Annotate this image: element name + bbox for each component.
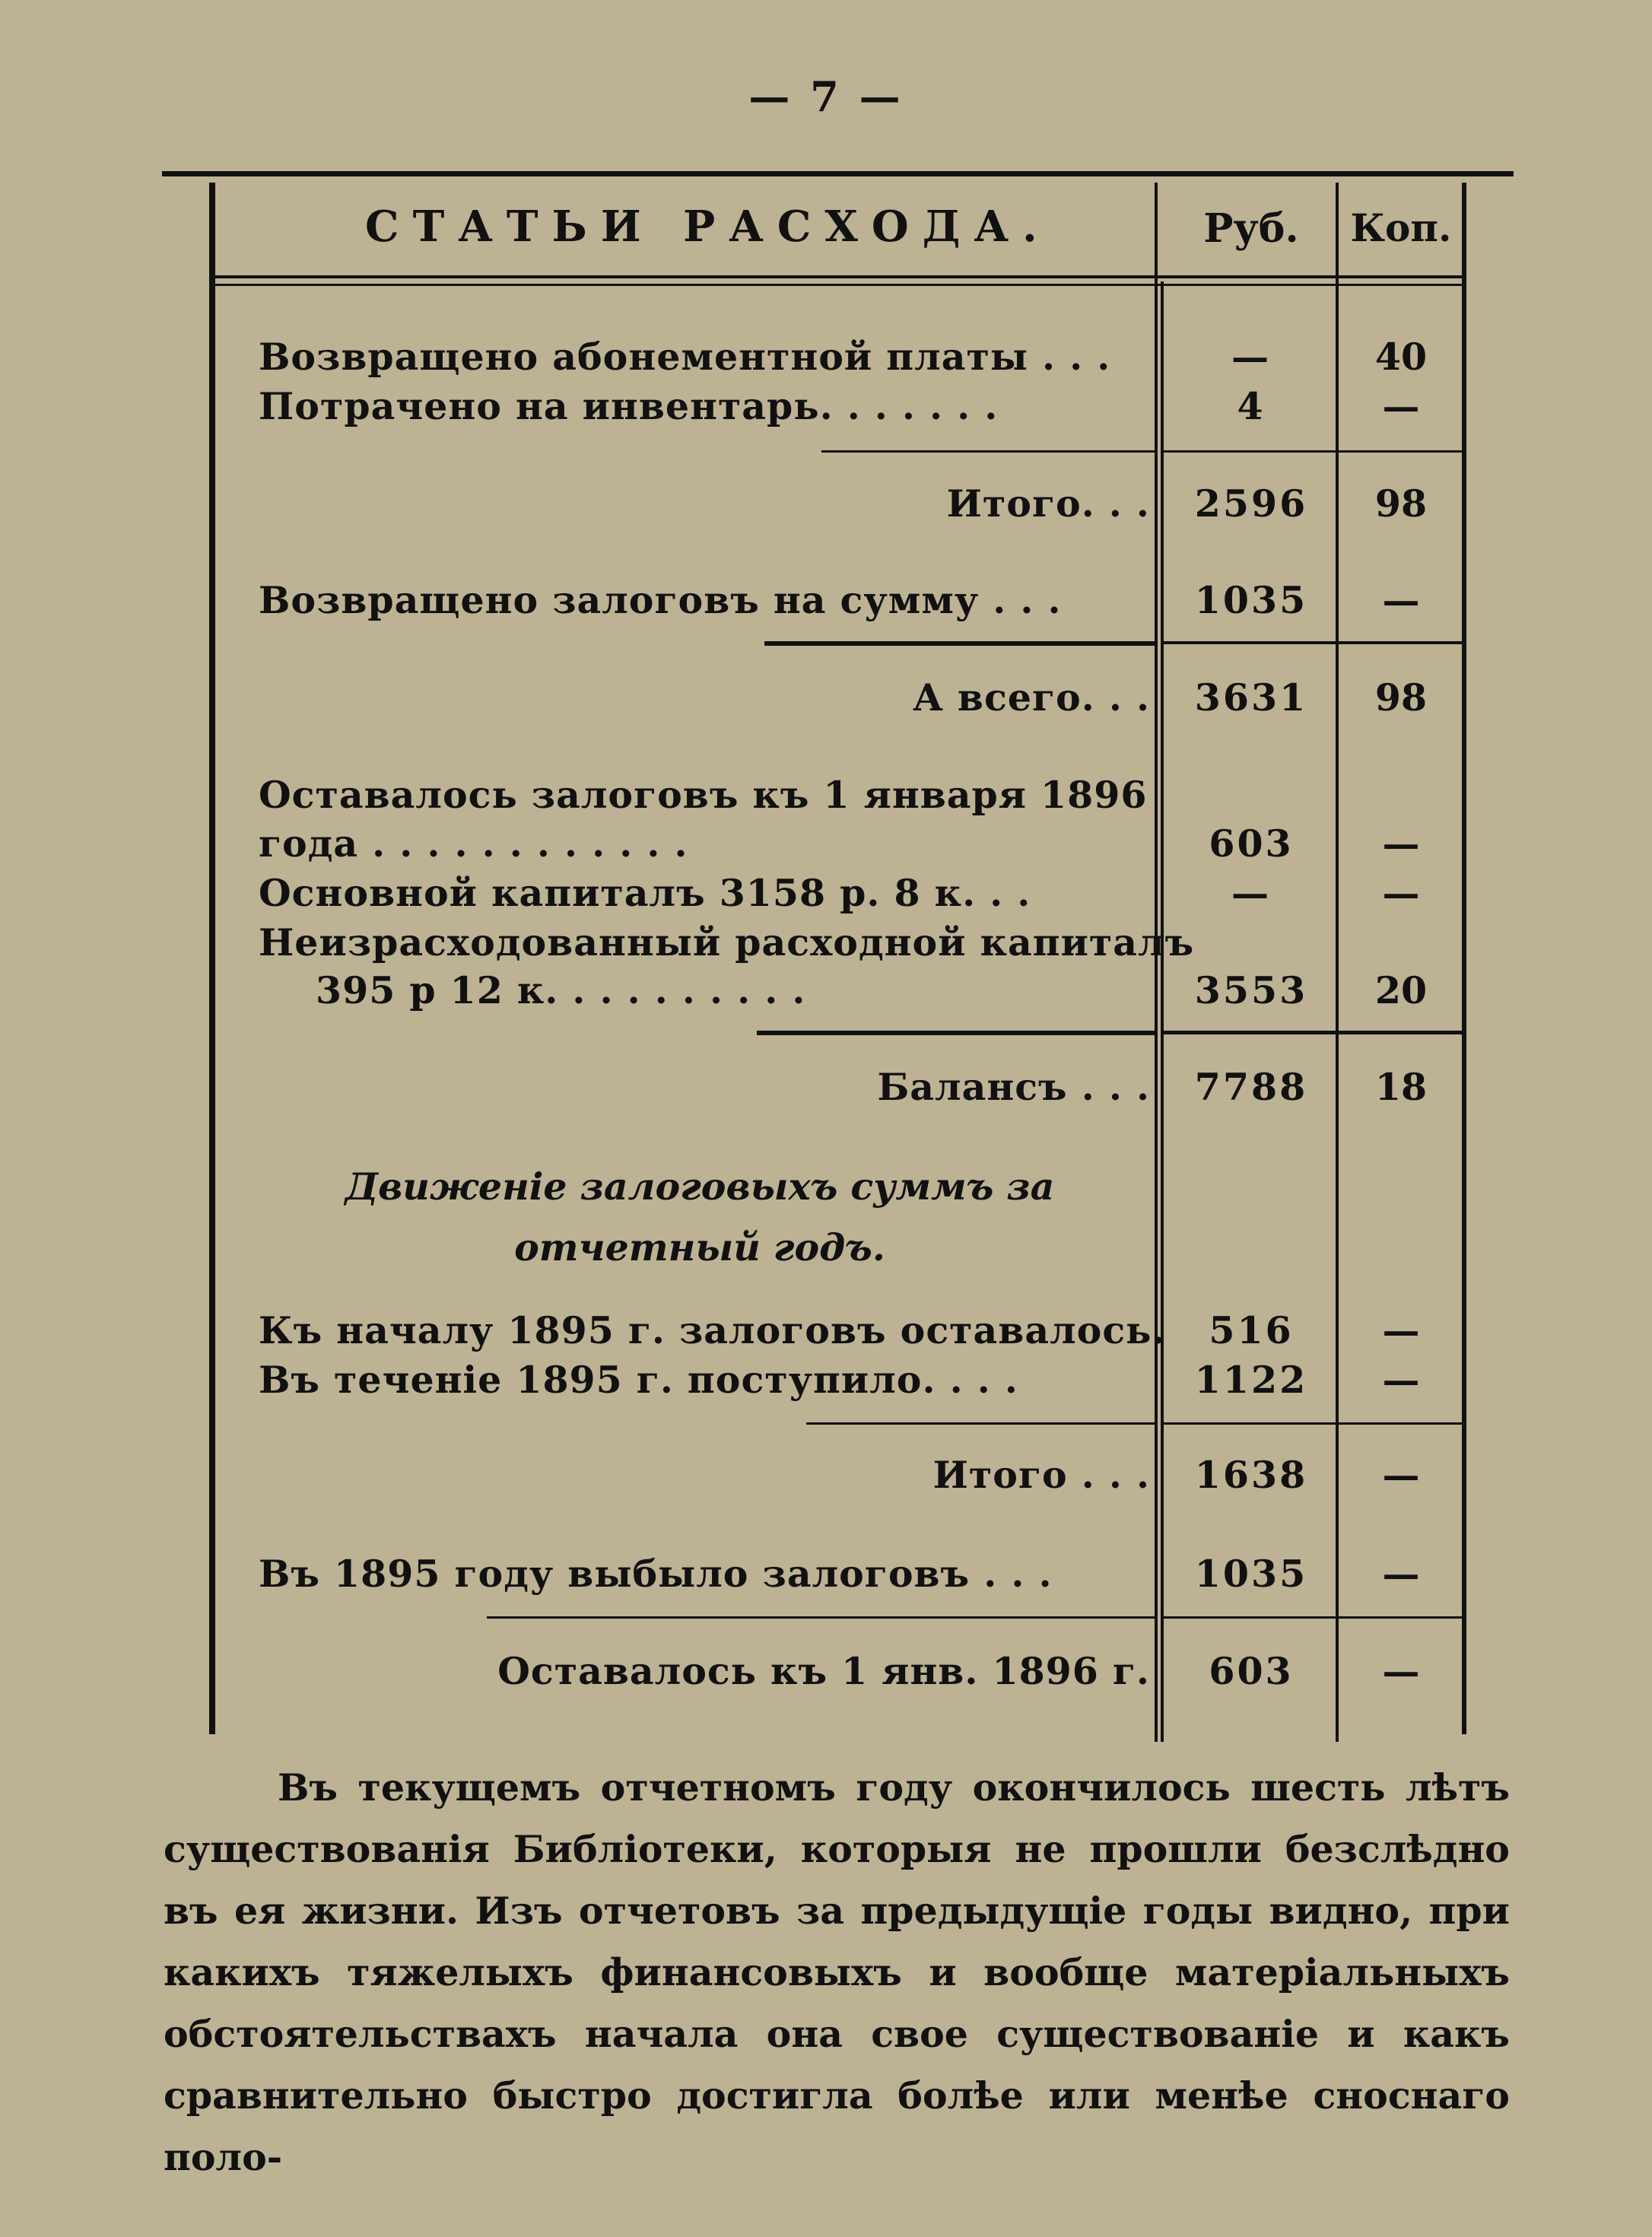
row-rub: 4 xyxy=(1237,384,1266,428)
row-kop: — xyxy=(1382,384,1420,428)
total-rule xyxy=(764,641,1156,646)
subtotal-rule-num xyxy=(1164,450,1462,453)
row-label: Балансъ . . . xyxy=(877,1065,1150,1109)
balance-rule-num xyxy=(1164,1031,1462,1034)
row-kop: — xyxy=(1382,1453,1420,1497)
row-kop: — xyxy=(1382,1649,1420,1693)
header-bottom-rule-2 xyxy=(215,284,1463,286)
header-items: СТАТЬИ РАСХОДА. xyxy=(365,202,1051,252)
paragraph-text: Въ текущемъ отчетномъ году окончилось шесть лѣтъ существованія Библіотеки, которыя не прошли безслѣдно въ ея жизни. Изъ отчетовъ за предыдущіе годы видно, при какихъ тяжелыхъ финансовыхъ и вообще матеріальныхъ обстоятельствахъ начала она свое существованіе и какъ сравнительно быстро достигла болѣе или менѣе сноснаго поло- xyxy=(164,1765,1510,2179)
total-rule-num xyxy=(1164,641,1462,644)
row-rub: 516 xyxy=(1209,1308,1294,1352)
subtotal-rule xyxy=(821,450,1156,453)
row-kop: — xyxy=(1382,1358,1420,1402)
final-rule-num xyxy=(1164,1616,1462,1619)
row-label: Въ теченіе 1895 г. поступило. . . . xyxy=(259,1358,1018,1402)
row-label: Потрачено на инвентарь. . . . . . . xyxy=(259,384,999,428)
row-rub: 1035 xyxy=(1194,1552,1308,1596)
row-kop: — xyxy=(1382,821,1420,866)
row-kop: 20 xyxy=(1374,968,1428,1012)
row-kop: 98 xyxy=(1374,481,1428,526)
row-label: Основной капиталъ 3158 р. 8 к. . . xyxy=(259,871,1031,915)
row-label: Въ 1895 году выбыло залоговъ . . . xyxy=(259,1552,1053,1596)
row-label: Оставалось залоговъ къ 1 января 1896 xyxy=(259,773,1148,817)
header-rub: Руб. xyxy=(1203,205,1299,252)
row-rub: 3553 xyxy=(1194,968,1308,1012)
row-kop: 40 xyxy=(1374,335,1428,379)
row-label: А всего. . . xyxy=(912,675,1150,720)
row-rub: — xyxy=(1231,871,1271,915)
table-top-rule xyxy=(162,171,1514,176)
header-bottom-rule xyxy=(215,275,1463,278)
table-left-border xyxy=(209,183,215,1734)
row-label: Возвращено залоговъ на сумму . . . xyxy=(259,578,1062,622)
row-rub: 1035 xyxy=(1194,578,1308,622)
row-label: Оставалось къ 1 янв. 1896 г. xyxy=(497,1649,1150,1693)
row-kop: — xyxy=(1382,578,1420,622)
row-label: Неизрасходованный расходной капиталъ xyxy=(259,920,1195,964)
row-label: Итого . . . xyxy=(932,1453,1150,1497)
subtotal-rule xyxy=(806,1422,1156,1425)
row-label-cont: 395 р 12 к. . . . . . . . . . xyxy=(316,968,806,1012)
page-number: — 7 — xyxy=(748,72,904,121)
balance-rule xyxy=(757,1031,1156,1035)
row-kop: — xyxy=(1382,1552,1420,1596)
row-rub: 1638 xyxy=(1194,1453,1308,1497)
row-label: Возвращено абонементной платы . . . xyxy=(259,335,1111,379)
row-label-cont: года . . . . . . . . . . . . xyxy=(259,821,688,866)
row-kop: — xyxy=(1382,871,1420,915)
subtotal-rule-num xyxy=(1164,1422,1462,1425)
row-label: Къ началу 1895 г. залоговъ оставалось. xyxy=(259,1308,1166,1352)
row-rub: 1122 xyxy=(1194,1358,1308,1402)
row-rub: 7788 xyxy=(1194,1065,1308,1109)
header-kop: Коп. xyxy=(1350,205,1452,250)
row-kop: — xyxy=(1382,1308,1420,1352)
row-rub: 603 xyxy=(1209,1649,1294,1693)
row-label: Итого. . . xyxy=(946,481,1150,526)
row-kop: 98 xyxy=(1374,675,1428,720)
row-rub: 2596 xyxy=(1194,481,1308,526)
body-paragraph xyxy=(164,1757,1510,2188)
row-kop: 18 xyxy=(1374,1065,1428,1109)
section-heading: Движеніе залоговыхъ суммъ за отчетный годъ. xyxy=(345,1165,1055,1269)
final-rule xyxy=(487,1616,1156,1619)
row-rub: 3631 xyxy=(1194,675,1308,720)
table-right-border xyxy=(1462,183,1466,1734)
row-rub: — xyxy=(1231,335,1271,379)
row-rub: 603 xyxy=(1209,821,1294,866)
